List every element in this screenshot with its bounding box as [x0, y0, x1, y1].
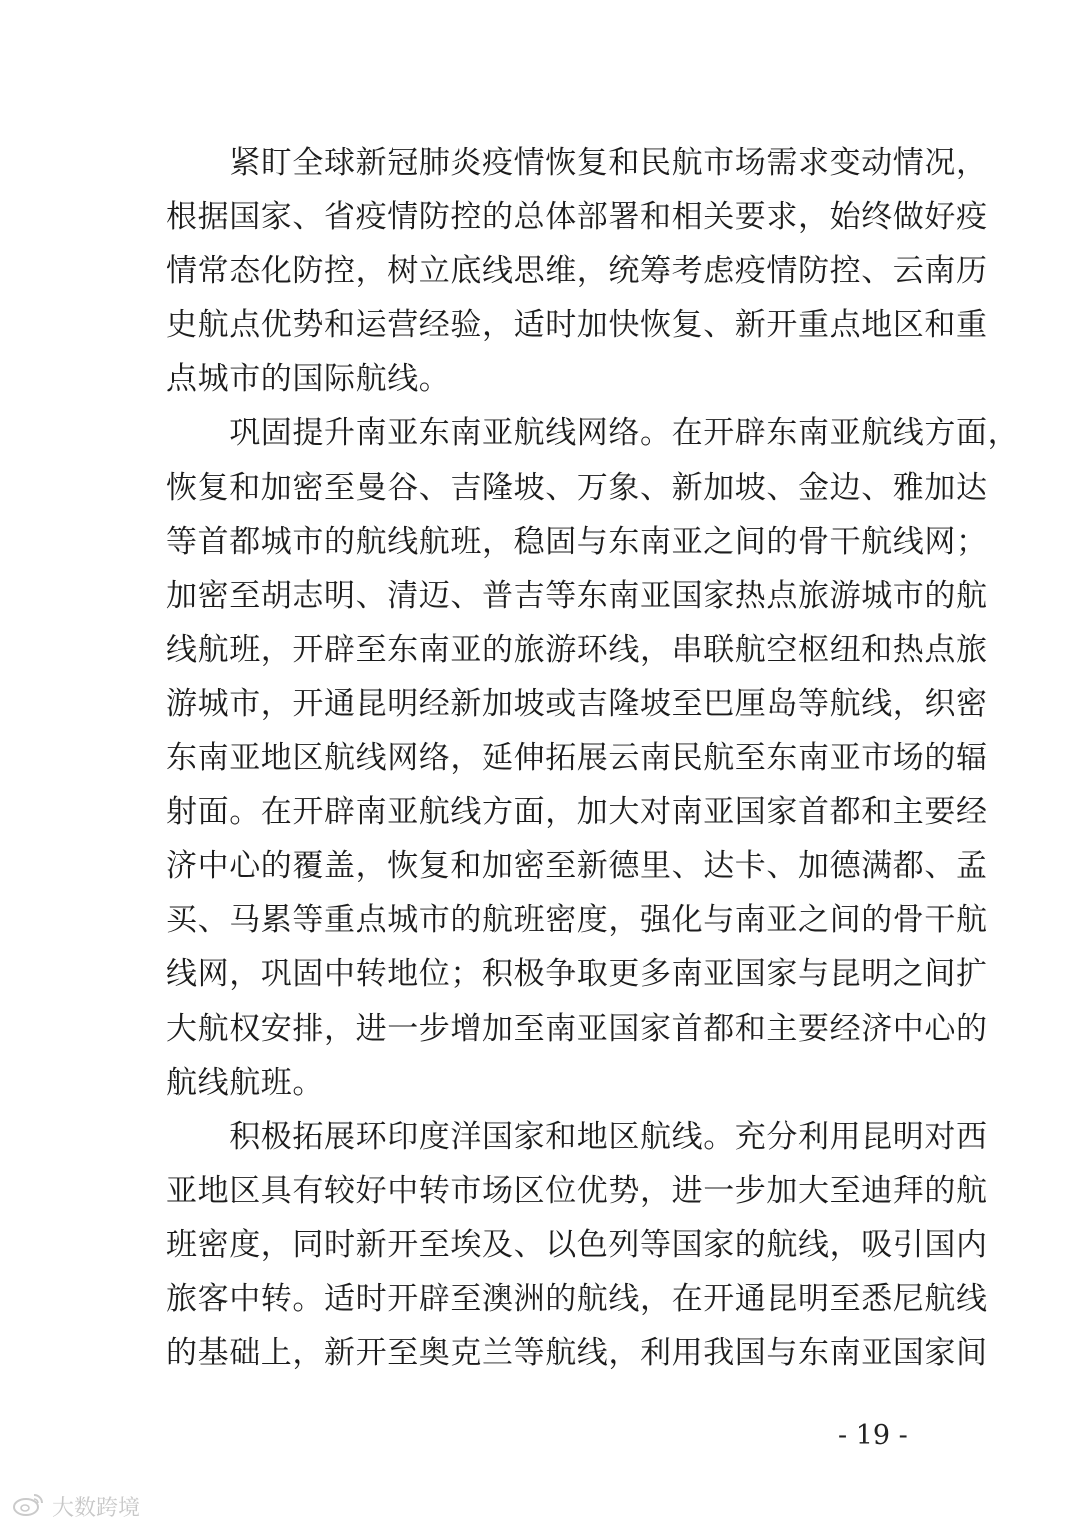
- text-line: 史航点优势和运营经验，适时加快恢复、新开重点地区和重: [166, 307, 988, 344]
- text-line: 济中心的覆盖，恢复和加密至新德里、达卡、加德满都、孟: [166, 848, 988, 885]
- text-line: 线网，巩固中转地位；积极争取更多南亚国家与昆明之间扩: [166, 956, 988, 993]
- text-line: 根据国家、省疫情防控的总体部署和相关要求，始终做好疫: [166, 199, 988, 236]
- text-line: 买、马累等重点城市的航班密度，强化与南亚之间的骨干航: [166, 902, 988, 939]
- text-line: 航线航班。: [166, 1064, 324, 1101]
- text-line: 积极拓展环印度洋国家和地区航线。充分利用昆明对西: [166, 1118, 988, 1155]
- text-line: 紧盯全球新冠肺炎疫情恢复和民航市场需求变动情况，: [166, 145, 988, 181]
- weibo-logo-icon: [12, 1491, 46, 1521]
- text-line: 射面。在开辟南亚航线方面，加大对南亚国家首都和主要经: [166, 794, 988, 831]
- text-line: 加密至胡志明、清迈、普吉等东南亚国家热点旅游城市的航: [166, 577, 988, 614]
- text-line: 游城市，开通昆明经新加坡或吉隆坡至巴厘岛等航线，织密: [166, 685, 988, 722]
- text-line: 恢复和加密至曼谷、吉隆坡、万象、新加坡、金边、雅加达: [166, 469, 988, 506]
- text-line: 亚地区具有较好中转市场区位优势，进一步加大至迪拜的航: [166, 1172, 988, 1209]
- text-line: 东南亚地区航线网络，延伸拓展云南民航至东南亚市场的辐: [166, 740, 988, 777]
- text-line: 的基础上，新开至奥克兰等航线，利用我国与东南亚国家间: [166, 1335, 988, 1372]
- text-line: 大航权安排，进一步增加至南亚国家首都和主要经济中心的: [166, 1010, 988, 1047]
- text-line: 班密度，同时新开至埃及、以色列等国家的航线，吸引国内: [166, 1226, 988, 1263]
- watermark: [12, 1490, 140, 1522]
- text-line: 巩固提升南亚东南亚航线网络。在开辟东南亚航线方面，: [166, 415, 1020, 452]
- page-number: - 19 -: [838, 1420, 908, 1451]
- text-line: 等首都城市的航线航班，稳固与东南亚之间的骨干航线网；: [166, 523, 988, 560]
- document-body: [166, 136, 1020, 1380]
- watermark-text: 大数跨境: [52, 1495, 141, 1521]
- text-line: 线航班，开辟至东南亚的旅游环线，串联航空枢纽和热点旅: [166, 631, 988, 668]
- text-line: 点城市的国际航线。: [166, 361, 451, 398]
- text-line: 情常态化防控，树立底线思维，统筹考虑疫情防控、云南历: [166, 253, 988, 290]
- text-line: 旅客中转。适时开辟至澳洲的航线，在开通昆明至悉尼航线: [166, 1280, 988, 1317]
